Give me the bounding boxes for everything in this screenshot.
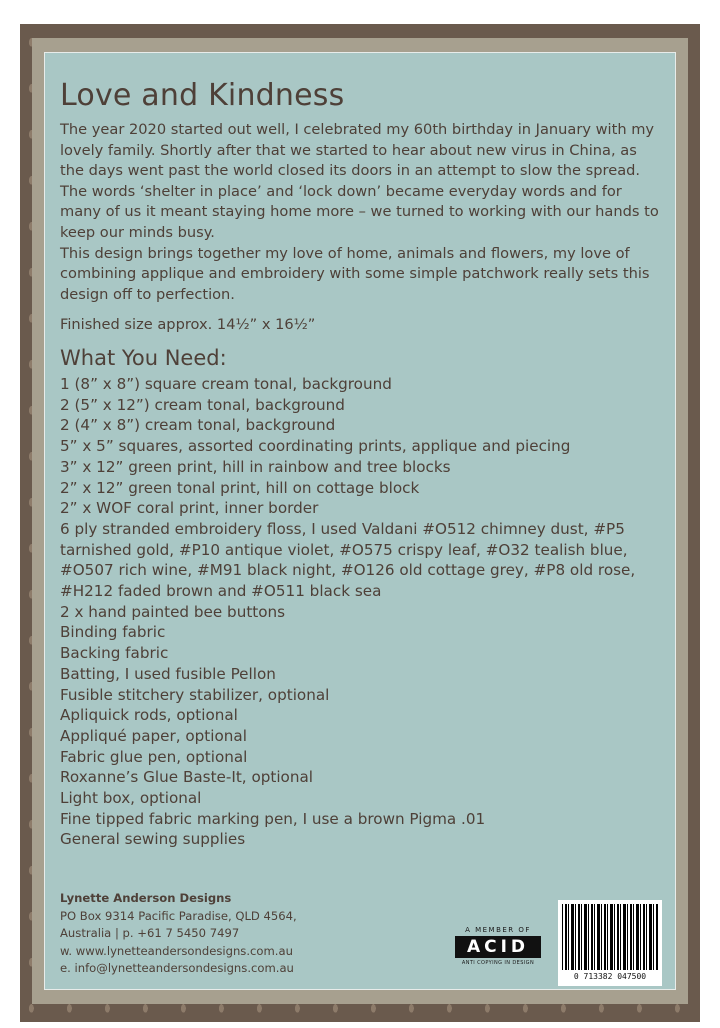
material-item: Apliquick rods, optional: [60, 706, 238, 725]
barcode-bars: [562, 904, 658, 970]
material-item: 2 x hand painted bee buttons: [60, 602, 286, 621]
email: e. info@lynetteandersondesigns.com.au: [60, 961, 294, 976]
material-item: Fine tipped fabric marking pen, I use a brown Pigma .01: [60, 809, 486, 828]
materials-list: [60, 374, 672, 850]
material-item: Binding fabric: [60, 623, 166, 642]
material-item: 2” x 12” green tonal print, hill on cottage block: [60, 478, 420, 497]
bottom-strip: [0, 1022, 720, 1028]
material-item: Appliqué paper, optional: [60, 726, 247, 745]
material-item: 2 (4” x 8”) cream tonal, background: [60, 416, 336, 435]
acid-logo: ACID: [455, 936, 541, 958]
material-item: General sewing supplies: [60, 830, 246, 849]
barcode: [558, 900, 662, 986]
material-item: Backing fabric: [60, 644, 169, 663]
page-title: Love and Kindness: [60, 78, 345, 113]
company-name: Lynette Anderson Designs: [60, 891, 232, 905]
material-item: 1 (8” x 8”) square cream tonal, background: [60, 375, 392, 393]
material-item: 5” x 5” squares, assorted coordinating prints, applique and piecing: [60, 437, 571, 456]
material-item: 2” x WOF coral print, inner border: [60, 499, 319, 518]
finished-size: Finished size approx. 14½” x 16½”: [60, 316, 316, 333]
barcode-digits: 0 713382 047500: [573, 972, 647, 981]
contact-block: [60, 890, 297, 978]
intro-paragraph: This design brings together my love of home, animals and flowers, my love of combining applique and embroidery with some simple patchwork really sets this design off to perfection.: [60, 244, 650, 303]
material-item: 3” x 12” green print, hill in rainbow and tree blocks: [60, 457, 451, 476]
material-item: 6 ply stranded embroidery floss, I used Valdani #O512 chimney dust, #P5 tarnished gold, #P10 antique violet, #O575 crispy leaf, #O32 tealish blue, #O507 rich wine, #M91 black night, #O126 old cottage grey, #P8 old rose, #H212 faded brown and #O511 black sea: [60, 519, 636, 601]
material-item: Batting, I used fusible Pellon: [60, 664, 276, 683]
website: w. www.lynetteandersondesigns.com.au: [60, 943, 293, 958]
material-item: Fabric glue pen, optional: [60, 747, 248, 766]
material-item: Roxanne’s Glue Baste-It, optional: [60, 768, 313, 787]
address-line-1: PO Box 9314 Pacific Paradise, QLD 4564,: [60, 908, 297, 923]
material-item: Fusible stitchery stabilizer, optional: [60, 685, 330, 704]
material-item: Light box, optional: [60, 789, 202, 808]
intro-paragraph: The year 2020 started out well, I celebrated my 60th birthday in January with my lovely family. Shortly after that we started to hear about new virus in China, as the days went past the world closed its doors in an attempt to slow the spread. The words ‘shelter in place’ and ‘lock down’ became everyday words and for many of us it meant staying home more – we turned to working with our hands to keep our minds busy.: [60, 121, 659, 241]
acid-badge-top: A MEMBER OF: [465, 926, 531, 934]
what-you-need-heading: What You Need:: [60, 346, 227, 370]
acid-badge-bottom: ANTI COPYING IN DESIGN: [461, 960, 535, 966]
intro-text: [60, 120, 660, 305]
acid-member-badge: [452, 926, 544, 972]
material-item: 2 (5” x 12”) cream tonal, background: [60, 395, 345, 414]
top-strip: [0, 0, 720, 22]
address-line-2: Australia | p. +61 7 5450 7497: [60, 926, 240, 941]
